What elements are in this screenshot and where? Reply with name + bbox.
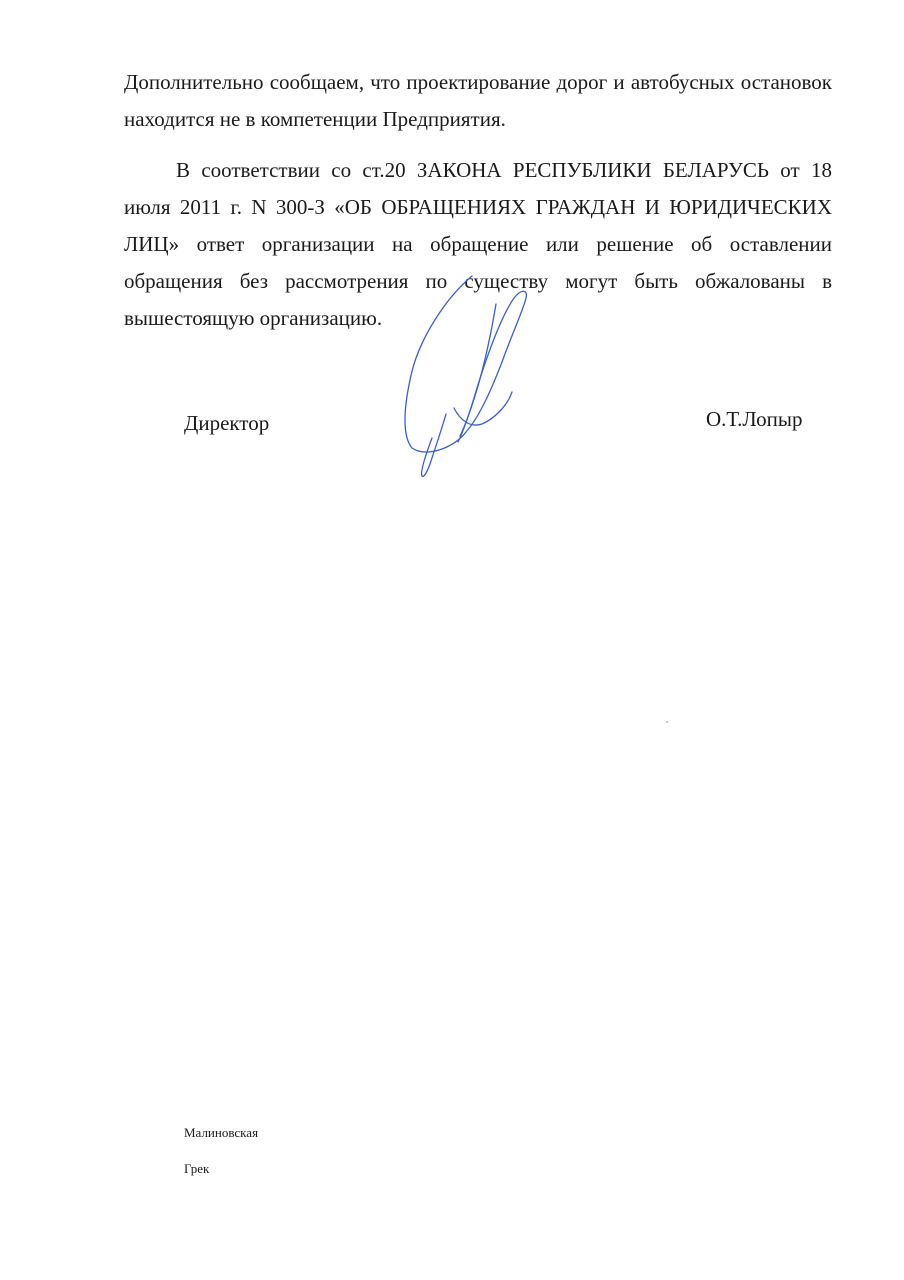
signature-stroke-loop	[405, 276, 526, 452]
signature-stroke-inner	[460, 304, 496, 436]
paragraph-appeal-law: В соответствии со ст.20 ЗАКОНА РЕСПУБЛИКИ БЕЛАРУСЬ от 18 июля 2011 г. N 300-З «ОБ ОБРАЩЕНИЯХ ГРАЖДАН И ЮРИДИЧЕСКИХ ЛИЦ» ответ организации на обращение или решение об оставлении обращения без рассмотрения по существу могут быть обжалованы в вышестоящую организацию.	[124, 158, 832, 330]
signatory-name: О.Т.Лопыр	[706, 407, 803, 431]
executor-name-first: Малиновская	[184, 1125, 259, 1140]
handwritten-signature	[396, 268, 536, 483]
paragraph-competence: Дополнительно сообщаем, что проектирование дорог и автобусных остановок находится не в компетенции Предприятия.	[124, 70, 832, 131]
signatory-position: Директор	[184, 411, 270, 435]
scan-speck	[666, 721, 668, 723]
executor-name-second: Грек	[184, 1161, 210, 1176]
signature-stroke-curve	[454, 392, 512, 425]
signature-stroke-descender	[422, 414, 446, 476]
